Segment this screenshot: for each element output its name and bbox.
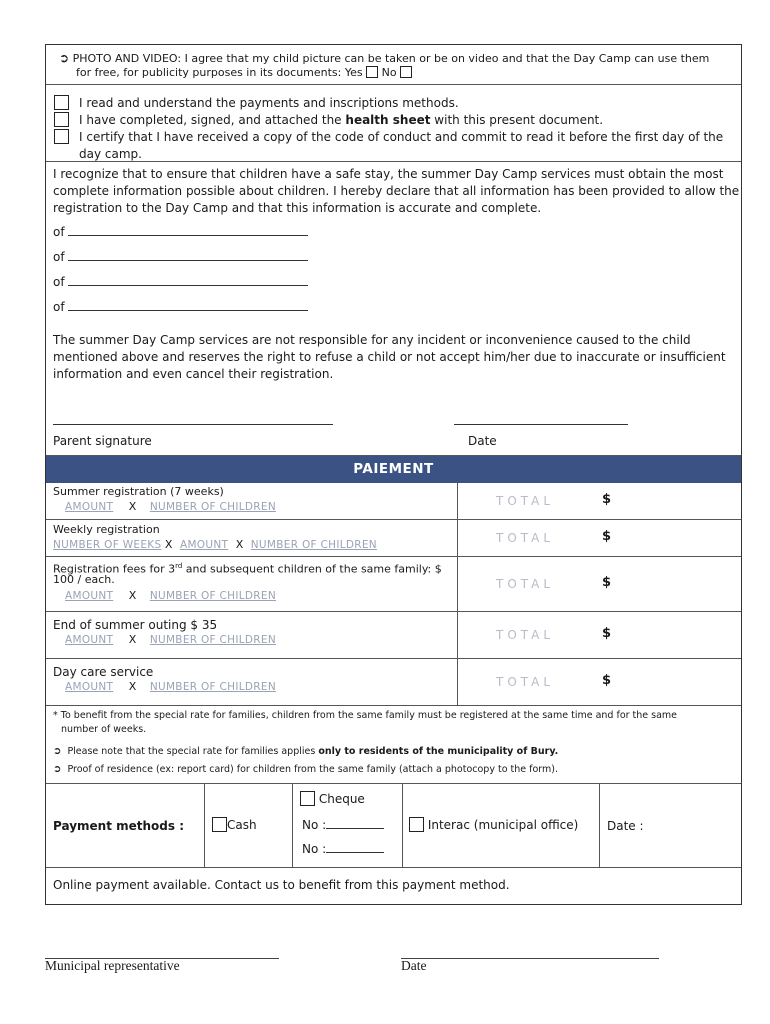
children-field[interactable]: NUMBER OF CHILDREN (149, 501, 276, 513)
cell-divider (599, 784, 600, 867)
health-sheet-label: health sheet (345, 113, 431, 127)
check-item-2-end: with this present document. (434, 113, 604, 127)
of-line-4 (53, 299, 308, 315)
photo-text-2: for free, for publicity purposes in its documents: (76, 66, 342, 79)
notes-section (46, 706, 741, 784)
dollar-sign: $ (602, 626, 612, 641)
column-divider (457, 612, 458, 658)
representative-date-line[interactable] (401, 958, 659, 959)
declaration-section (46, 162, 741, 456)
of-label: of (53, 250, 65, 264)
of-line-2 (53, 249, 308, 265)
children-field[interactable]: NUMBER OF CHILDREN (250, 539, 377, 551)
cheque-no-label: No : (302, 842, 327, 856)
dollar-sign: $ (602, 529, 612, 544)
sibling-fees-text: Registration fees for 3 (53, 562, 176, 576)
check-item-2-text: I have completed, signed, and attached the (79, 113, 342, 127)
note-1: * To benefit from the special rate for families, children from the same family must be registered at the same time and for the same (53, 710, 678, 721)
check-item-1: I read and understand the payments and inscriptions methods. (79, 96, 459, 110)
weeks-field[interactable]: NUMBER OF WEEKS (53, 539, 162, 551)
note-1-end: number of weeks. (61, 724, 147, 735)
responsibility-line-3: information and even cancel their registration. (53, 367, 334, 381)
times-label: X (128, 680, 137, 693)
of-field-1[interactable] (68, 235, 308, 236)
column-divider (457, 520, 458, 556)
total-label: TOTAL (496, 494, 555, 508)
times-label: X (235, 538, 244, 551)
cheque-no-1 (302, 817, 384, 833)
sibling-fees-amount: 100 / each. (53, 573, 115, 586)
times-label: X (128, 633, 137, 646)
summer-registration-label: Summer registration (7 weeks) (53, 485, 224, 498)
cheque-no-field-1[interactable] (326, 828, 384, 829)
cheque-no-label: No : (302, 818, 327, 832)
declaration-line-2: complete information possible about children. I hereby declare that all information has been provided to allow the (53, 184, 740, 198)
outing-row (46, 612, 741, 659)
weekly-registration-label: Weekly registration (53, 523, 160, 536)
dollar-sign: $ (602, 492, 612, 507)
read-methods-checkbox[interactable] (54, 95, 69, 110)
declaration-line-1: I recognize that to ensure that children have a safe stay, the summer Day Camp services must obtain the most (53, 167, 724, 181)
times-label: X (128, 500, 137, 513)
note-2 (53, 744, 558, 760)
amount-field[interactable]: AMOUNT (65, 501, 114, 513)
responsibility-line-1: The summer Day Camp services are not responsible for any incident or inconvenience caused to the child (53, 333, 691, 347)
of-field-2[interactable] (68, 260, 308, 261)
form-frame (45, 44, 742, 905)
day-care-label: Day care service (53, 665, 154, 679)
online-payment-text: Online payment available. Contact us to benefit from this payment method. (53, 878, 510, 892)
checklist-section (46, 85, 741, 162)
sibling-fees-formula (53, 589, 286, 603)
of-line-3 (53, 274, 308, 290)
cell-divider (292, 784, 293, 867)
of-label: of (53, 225, 65, 239)
of-line-1 (53, 224, 308, 240)
total-label: TOTAL (496, 675, 555, 689)
cheque-no-2 (302, 841, 384, 857)
payment-methods-row (46, 784, 741, 868)
times-label: X (164, 538, 173, 551)
cheque-label: Cheque (318, 792, 365, 806)
total-label: TOTAL (496, 531, 555, 545)
day-care-row (46, 659, 741, 706)
column-divider (457, 557, 458, 611)
interac-option[interactable] (409, 817, 578, 833)
of-field-3[interactable] (68, 285, 308, 286)
column-divider (457, 659, 458, 705)
of-label: of (53, 275, 65, 289)
note-2-bold: only to residents of the municipality of Bury. (318, 746, 559, 757)
dollar-sign: $ (602, 575, 612, 590)
cheque-option[interactable] (300, 791, 365, 807)
arrow-icon: ➲ (53, 746, 62, 757)
of-field-4[interactable] (68, 310, 308, 311)
cash-option[interactable] (212, 817, 257, 833)
summer-registration-formula (53, 500, 286, 514)
ordinal-suffix: rd (175, 562, 183, 570)
day-care-formula (53, 680, 286, 694)
footer-date-label: Date (401, 958, 427, 973)
children-field[interactable]: NUMBER OF CHILDREN (149, 634, 276, 646)
note-3-text: Proof of residence (ex: report card) for children from the same family (attach a photocopy to the form). (67, 764, 559, 775)
amount-field[interactable]: AMOUNT (65, 681, 114, 693)
parent-date-label: Date (468, 434, 497, 448)
payment-date-label: Date : (607, 819, 644, 833)
declaration-line-3: registration to the Day Camp and that this information is accurate and complete. (53, 201, 542, 215)
yes-label: Yes (344, 66, 363, 79)
column-divider (457, 483, 458, 519)
total-label: TOTAL (496, 628, 555, 642)
dollar-sign: $ (602, 673, 612, 688)
total-label: TOTAL (496, 577, 555, 591)
photo-title: PHOTO AND VIDEO: (72, 52, 182, 65)
cash-checkbox[interactable] (212, 817, 227, 832)
weekly-registration-row (46, 520, 741, 557)
children-field[interactable]: NUMBER OF CHILDREN (149, 590, 276, 602)
sibling-fees-text-2: and subsequent children of the same family: $ (185, 562, 442, 576)
no-label: No (381, 66, 397, 79)
arrow-icon: ➲ (53, 764, 62, 775)
of-label: of (53, 300, 65, 314)
amount-field[interactable]: AMOUNT (65, 634, 114, 646)
payment-header: PAIEMENT (46, 456, 741, 483)
cash-label: Cash (227, 818, 257, 832)
summer-registration-row (46, 483, 741, 520)
check-item-3-end: day camp. (79, 147, 142, 161)
parent-signature-label: Parent signature (53, 434, 152, 448)
cheque-checkbox[interactable] (300, 791, 315, 806)
check-item-2 (79, 112, 603, 128)
photo-consent-section (46, 45, 741, 85)
yes-checkbox[interactable] (366, 66, 378, 78)
amount-field[interactable]: AMOUNT (179, 539, 229, 551)
arrow-icon: ➲ (59, 51, 70, 65)
note-2-text: Please note that the special rate for families applies (67, 746, 316, 757)
code-of-conduct-checkbox[interactable] (54, 129, 69, 144)
municipal-representative-label: Municipal representative (45, 958, 180, 973)
times-label: X (128, 589, 137, 602)
payment-methods-label: Payment methods : (53, 819, 184, 833)
amount-field[interactable]: AMOUNT (65, 590, 114, 602)
responsibility-line-2: mentioned above and reserves the right to refuse a child or not accept him/her due to inaccurate or insufficient (53, 350, 726, 364)
cell-divider (402, 784, 403, 867)
check-item-3: I certify that I have received a copy of the code of conduct and commit to read it before the first day of the (79, 130, 724, 144)
interac-checkbox[interactable] (409, 817, 424, 832)
note-3 (53, 762, 558, 778)
photo-text: I agree that my child picture can be taken or be on video and that the Day Camp can use them (184, 52, 710, 65)
cell-divider (204, 784, 205, 867)
outing-formula (53, 633, 286, 647)
online-payment-row (46, 868, 741, 904)
sibling-fees-row (46, 557, 741, 612)
outing-label: End of summer outing $ 35 (53, 618, 218, 632)
weekly-registration-formula (53, 538, 381, 552)
parent-date-line[interactable] (454, 424, 628, 425)
no-checkbox[interactable] (400, 66, 412, 78)
cheque-no-field-2[interactable] (326, 852, 384, 853)
parent-signature-line[interactable] (53, 424, 333, 425)
health-sheet-checkbox[interactable] (54, 112, 69, 127)
interac-label: Interac (municipal office) (427, 818, 579, 832)
children-field[interactable]: NUMBER OF CHILDREN (149, 681, 276, 693)
